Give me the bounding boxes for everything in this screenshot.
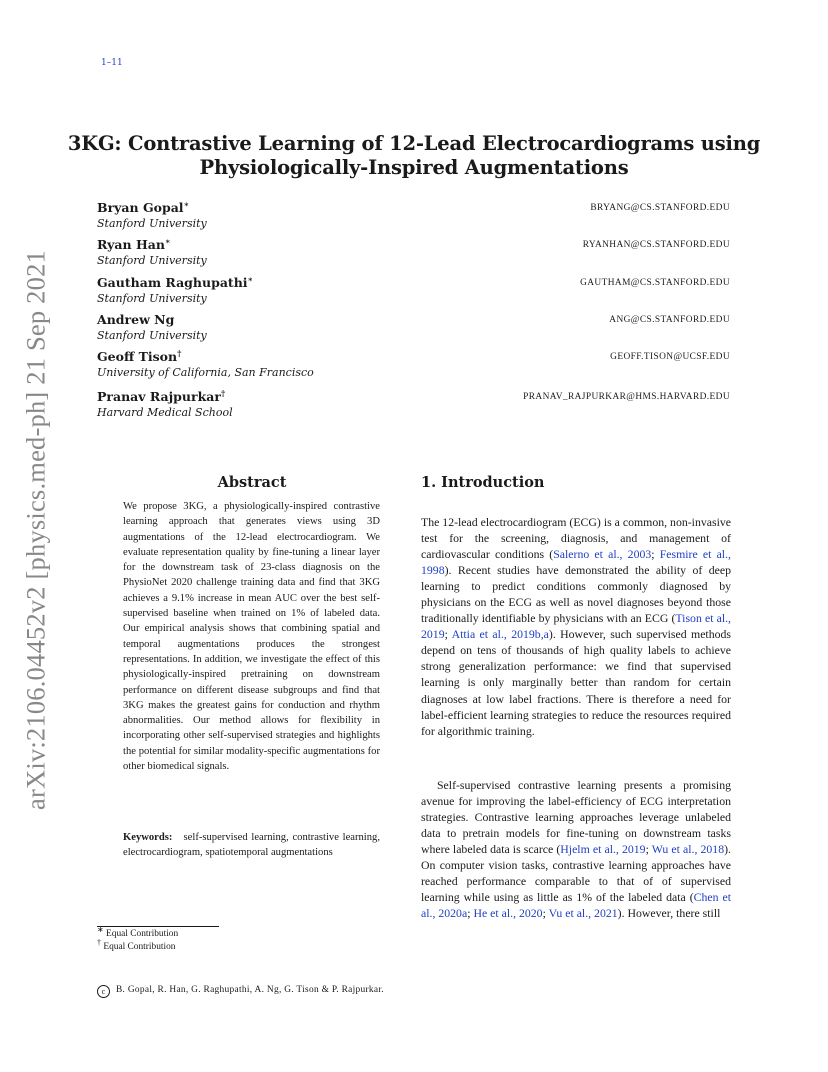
author-email: ANG@CS.STANFORD.EDU [609, 315, 730, 325]
page-range: 1–11 [101, 58, 123, 68]
abstract-text: We propose 3KG, a physiologically-inspired contrastive learning approach that generates views using 3D augmentations of the 12-lead electrocardiogram. We evaluate representation quality by fine-tuning a linear layer for the downstream task of 23-class diagnosis on the PhysioNet 2020 challenge training data and find that 3KG achieves a 9.1% increase in mean AUC over the best self-supervised baseline when trained on 1% of labeled data. Our empirical analysis shows that combining spatial and temporal augmentations produces the strongest representations. In addition, we investigate the effect of this physiologically-inspired pretraining on downstream performance on different disease subgroups and find that 3KG makes the greatest gains for conduction and rhythm abnormalities. Our method allows for flexibility in incorporating other self-supervised strategies and highlights the potential for similar modality-specific augmentations for other biomedical signals. [123, 501, 380, 773]
author-affiliation: Stanford University [97, 254, 207, 267]
keywords-label: Keywords: [123, 832, 173, 843]
arxiv-stamp-text: arXiv:2106.04452v2 [physics.med-ph] 21 Sep 2021 [20, 250, 51, 810]
keywords-text: self-supervised learning, contrastive learning, electrocardiogram, spatiotemporal augmentations [123, 832, 380, 859]
abstract-heading: Abstract [217, 474, 287, 491]
footnote: ∗ Equal Contribution [97, 924, 179, 939]
intro-paragraph-2: Self-supervised contrastive learning presents a promising avenue for improving the label-efficiency of ECG interpretation strategies. Contrastive learning approaches leverage unlabeled data to pretrain models for fine-tuning on downstream tasks where labeled data is scarce (Hjelm et al., 2019; Wu et al., 2018). On computer vision tasks, contrastive learning approaches have reached performance comparable to that of of supervised learning while using as little as 1% of the labeled data (Chen et al., 2020a; He et al., 2020; Vu et al., 2021). However, there still [421, 778, 731, 921]
citation-link[interactable]: Chen et al., 2020a [421, 890, 731, 921]
citation-link[interactable]: Tison et al., 2019 [421, 611, 731, 642]
author-email: GEOFF.TISON@UCSF.EDU [610, 352, 730, 362]
citation-link[interactable]: Salerno et al., 2003 [553, 547, 652, 562]
author-affiliation: Harvard Medical School [97, 406, 233, 419]
copyright-icon: c [97, 985, 110, 998]
author-affiliation: Stanford University [97, 329, 207, 342]
author-email: PRANAV_RAJPURKAR@HMS.HARVARD.EDU [523, 392, 730, 402]
citation-link[interactable]: He et al., 2020 [473, 906, 543, 921]
copyright-text: B. Gopal, R. Han, G. Raghupathi, A. Ng, G. Tison & P. Rajpurkar. [116, 985, 384, 995]
title-line-1: 3KG: Contrastive Learning of 12-Lead Electrocardiograms using [67, 132, 761, 155]
citation-link[interactable]: Wu et al., 2018 [651, 842, 725, 857]
paper-title [60, 132, 768, 180]
copyright-line [97, 985, 384, 998]
section-heading: 1. Introduction [421, 474, 545, 491]
citation-link[interactable]: Fesmire et al., 1998 [421, 547, 731, 578]
author-email: BRYANG@CS.STANFORD.EDU [590, 203, 730, 213]
keywords [123, 830, 380, 861]
author-name: Geoff Tison† [97, 347, 182, 364]
author-name: Pranav Rajpurkar† [97, 387, 226, 404]
author-block [97, 237, 730, 268]
author-affiliation: Stanford University [97, 217, 207, 230]
author-block [97, 275, 730, 306]
author-block [97, 200, 730, 231]
author-block [97, 312, 730, 343]
title-line-2: Physiologically-Inspired Augmentations [199, 156, 629, 179]
author-affiliation: Stanford University [97, 292, 207, 305]
footnote: † Equal Contribution [97, 937, 176, 952]
author-affiliation: University of California, San Francisco [97, 366, 314, 379]
author-block [97, 349, 730, 380]
author-name: Gautham Raghupathi∗ [97, 273, 254, 290]
citation-link[interactable]: Hjelm et al., 2019 [560, 842, 646, 857]
author-name: Ryan Han∗ [97, 235, 171, 252]
author-block [97, 389, 730, 420]
citation-link[interactable]: Vu et al., 2021 [548, 906, 618, 921]
author-name: Bryan Gopal∗ [97, 198, 190, 215]
footnote-divider [97, 926, 219, 927]
author-email: GAUTHAM@CS.STANFORD.EDU [580, 278, 730, 288]
author-email: RYANHAN@CS.STANFORD.EDU [582, 240, 730, 250]
citation-link[interactable]: Attia et al., 2019b,a [451, 627, 549, 642]
author-name: Andrew Ng [97, 312, 175, 327]
intro-paragraph-1: The 12-lead electrocardiogram (ECG) is a common, non-invasive test for the screening, diagnosis, and management of cardiovascular conditions (Salerno et al., 2003; Fesmire et al., 1998). Recent studies have demonstrated the ability of deep learning to predict conditions commonly diagnosed by physicians on the ECG as well as novel diagnoses beyond those traditionally identifiable by physicians with an ECG (Tison et al., 2019; Attia et al., 2019b,a). However, such supervised methods depend on tens of thousands of high quality labels to achieve strong generalization performance: we find that supervised learning is only marginally better than random for certain diagnoses at low label fractions. There is therefore a need for label-efficient learning strategies to reduce the resources required for algorithmic training. [421, 515, 731, 738]
